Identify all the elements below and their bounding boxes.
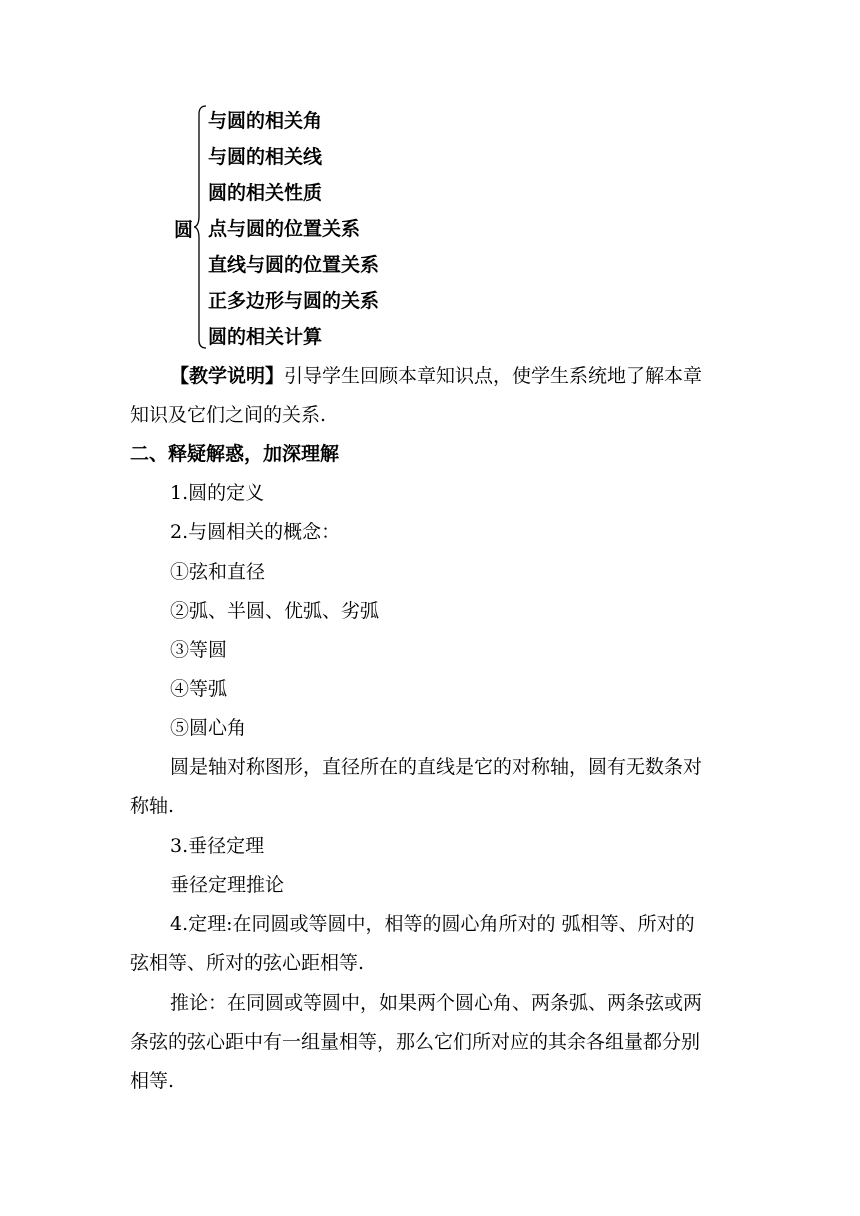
theorem-line1: 4.定理:在同圆或等圆中，相等的圆心角所对的 弧相等、所对的 [170, 913, 695, 935]
diagram-branch: 正多边形与圆的关系 [208, 290, 380, 312]
item-theorem-corollary: 垂径定理推论 [170, 874, 285, 896]
teaching-note-text: 引导学生回顾本章知识点，使学生系统地了解本章 [284, 365, 703, 387]
item-related-concepts: 2.与圆相关的概念： [170, 521, 341, 543]
corollary-line1: 推论：在同圆或等圆中，如果两个圆心角、两条弧、两条弦或两 [170, 992, 703, 1014]
diagram-branch: 与圆的相关线 [208, 146, 323, 168]
teaching-note-label: 【教学说明】 [170, 365, 285, 387]
diagram-branch: 圆的相关性质 [208, 182, 323, 204]
brace-icon [194, 104, 208, 350]
section-heading: 二、释疑解惑，加深理解 [130, 443, 340, 465]
item-perpendicular-theorem: 3.垂径定理 [170, 835, 265, 857]
diagram-root: 圆 [174, 219, 194, 241]
corollary-line3: 相等. [130, 1070, 175, 1092]
diagram-branch: 直线与圆的位置关系 [208, 254, 380, 276]
item-circle-definition: 1.圆的定义 [170, 482, 265, 504]
corollary-line2: 条弦的弦心距中有一组量相等，那么它们所对应的其余各组量都分别 [130, 1031, 701, 1053]
concept-item: ①弦和直径 [170, 561, 266, 583]
circle-knowledge-diagram [168, 100, 428, 350]
concept-item: ④等弧 [170, 678, 228, 700]
diagram-branch: 圆的相关计算 [208, 326, 323, 348]
teaching-note-line2: 知识及它们之间的关系. [130, 404, 327, 426]
diagram-branch: 点与圆的位置关系 [208, 218, 361, 240]
symmetry-line1: 圆是轴对称图形，直径所在的直线是它的对称轴，圆有无数条对 [170, 756, 703, 778]
concept-item: ③等圆 [170, 639, 228, 661]
teaching-note-line1 [170, 357, 770, 396]
theorem-line2: 弦相等、所对的弦心距相等. [130, 952, 365, 974]
concept-item: ⑤圆心角 [170, 717, 247, 739]
diagram-branch: 与圆的相关角 [208, 110, 323, 132]
symmetry-line2: 称轴. [130, 795, 175, 817]
concept-item: ②弧、半圆、优弧、劣弧 [170, 600, 380, 622]
